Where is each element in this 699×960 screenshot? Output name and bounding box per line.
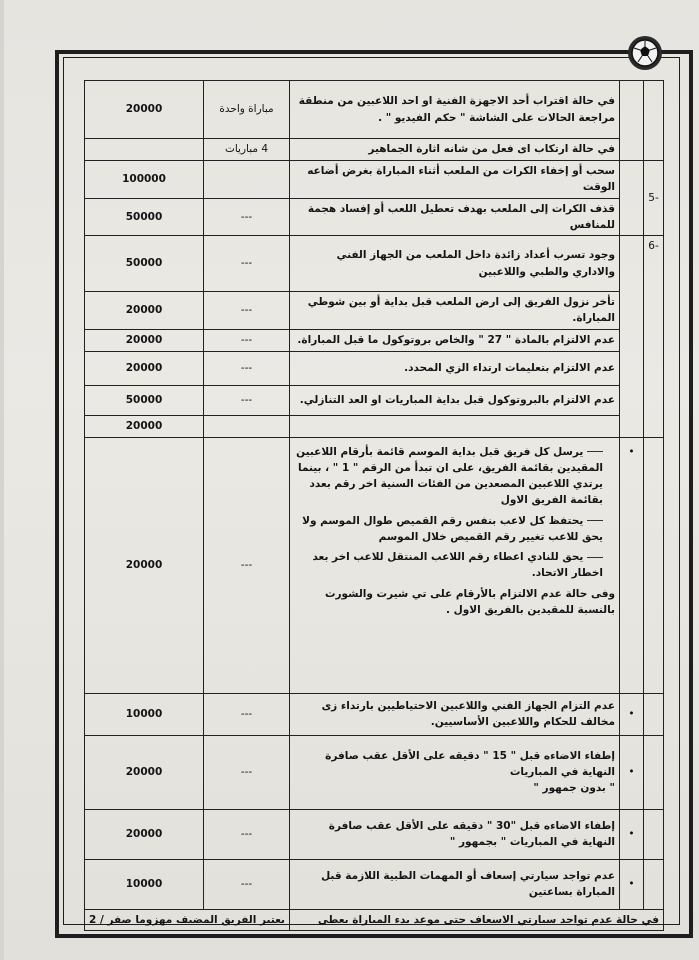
fine-amount: 20000: [85, 415, 204, 437]
table-row: [85, 139, 664, 161]
table-row: [85, 329, 664, 351]
suspension-matches: ---: [204, 292, 290, 330]
table-row: [85, 437, 664, 693]
table-row: [85, 735, 664, 809]
shirt-rule-item: يحق للنادي اعطاء رقم اللاعب المنتقل للاعب اخر بعد اخطار الاتحاد.: [312, 551, 603, 580]
suspension-matches: ---: [204, 809, 290, 859]
fine-amount: 20000: [85, 735, 204, 809]
violation-description: إطفاء الاضاءه قبل " 15 " دقيقه على الأقل عقب صافرة النهاية في المباريات " بدون جمهور ": [290, 735, 620, 809]
row-number: [644, 437, 664, 693]
row-number: [644, 859, 664, 909]
suspension-matches: ---: [204, 329, 290, 351]
suspension-matches: ---: [204, 859, 290, 909]
table-row: [85, 385, 664, 415]
fine-amount: 20000: [85, 809, 204, 859]
fine-amount: 20000: [85, 329, 204, 351]
violation-description: إطفاء الاضاءه قبل "30 " دقيقه على الأقل عقب صافرة النهاية في المباريات " بجمهور ": [290, 809, 620, 859]
suspension-matches: ---: [204, 385, 290, 415]
shirt-number-rules: [290, 437, 620, 693]
shirt-rule-item: يحتفظ كل لاعب بنفس رقم القميص طوال الموسم ولا يحق للاعب تغيير رقم القميص خلال الموسم: [302, 514, 603, 543]
shirt-rule-closing: وفى حالة عدم الالتزام بالأرقام على تي شيرت والشورت بالنسبة للمقيدين بالفريق الاول .: [324, 587, 615, 616]
suspension-matches: ---: [204, 437, 290, 693]
row-number: [644, 81, 664, 161]
table-row: [85, 81, 664, 139]
violation-description: عدم الالتزام بالبروتوكول قبل بداية المباريات او العد التنازلي.: [290, 385, 620, 415]
table-row: [85, 161, 664, 199]
fine-amount: 20000: [85, 437, 204, 693]
penalties-table: [84, 80, 664, 931]
fine-amount: 50000: [85, 385, 204, 415]
suspension-matches: [204, 161, 290, 199]
suspension-matches: [204, 415, 290, 437]
fine-amount: 100000: [85, 161, 204, 199]
suspension-matches: مباراة واحدة: [204, 81, 290, 139]
table-row: [85, 809, 664, 859]
violation-description: عدم الالتزام بالمادة " 27 " والخاص بروتوكول ما قبل المباراة.: [290, 329, 620, 351]
fine-amount: [85, 139, 204, 161]
federation-logo-icon: [628, 36, 662, 70]
row-number: -5: [644, 161, 664, 236]
table-row: [85, 859, 664, 909]
table-row: [85, 693, 664, 735]
row-bullet: •: [620, 735, 644, 809]
row-number: -6: [644, 236, 664, 438]
suspension-matches: ---: [204, 735, 290, 809]
row-number: [644, 693, 664, 735]
fine-amount: 10000: [85, 859, 204, 909]
table-row: [85, 292, 664, 330]
violation-description: وجود تسرب أعداد زائدة داخل الملعب من الجهاز الفني والاداري والطبي واللاعبين: [290, 236, 620, 292]
row-bullet: •: [620, 859, 644, 909]
footer-penalty: يعتبر الفريق المضيف مهزوما صفر / 2: [85, 909, 290, 930]
suspension-matches: ---: [204, 236, 290, 292]
fine-amount: 20000: [85, 81, 204, 139]
fine-amount: 20000: [85, 292, 204, 330]
violation-description: قذف الكرات إلى الملعب بهدف تعطيل اللعب أو إفساد هجمة للمنافس: [290, 198, 620, 236]
violation-description: سحب أو إخفاء الكرات من الملعب أثناء المباراة بغرض أضاعه الوقت: [290, 161, 620, 199]
row-bullet: [620, 236, 644, 438]
violation-description: في حالة اقتراب أحد الاجهزة الفنية او احد اللاعبين من منطقة مراجعة الحالات على الشاشة " حكم الفيديو " .: [290, 81, 620, 139]
table-row: [85, 351, 664, 385]
table-row: [85, 236, 664, 292]
violation-description: تأخر نزول الفريق إلى ارض الملعب قبل بداية أو بين شوطي المباراة.: [290, 292, 620, 330]
row-bullet: [620, 161, 644, 236]
table-row: [85, 198, 664, 236]
table-row: [85, 909, 664, 930]
row-number: [644, 735, 664, 809]
shirt-rule-item: يرسل كل فريق قبل بداية الموسم قائمة بأرقام اللاعبين المقيدين بقائمة الفريق، على ان تبدأ من الرقم " 1 " ، بينما يرتدي اللاعبين المصعدين من الفئات السنية اخر رقم بعدد بقائمة الفريق الاول: [296, 445, 603, 507]
row-bullet: •: [620, 693, 644, 735]
row-bullet: [620, 81, 644, 161]
row-number: [644, 809, 664, 859]
suspension-matches: 4 مباريات: [204, 139, 290, 161]
fine-amount: 10000: [85, 693, 204, 735]
suspension-matches: ---: [204, 198, 290, 236]
suspension-matches: ---: [204, 351, 290, 385]
row-bullet: •: [620, 809, 644, 859]
violation-description: في حالة ارتكاب اى فعل من شانه اثارة الجماهير: [290, 139, 620, 161]
violation-description: عدم تواجد سيارتي إسعاف أو المهمات الطبية اللازمة قبل المباراة بساعتين: [290, 859, 620, 909]
row-bullet: •: [620, 437, 644, 693]
table-row: [85, 415, 664, 437]
fine-amount: 20000: [85, 351, 204, 385]
suspension-matches: ---: [204, 693, 290, 735]
violation-description: [290, 415, 620, 437]
violation-description: عدم التزام الجهاز الفني واللاعبين الاحتياطيين بارتداء زى مخالف للحكام واللاعبين الأساسيين.: [290, 693, 620, 735]
footer-description: في حالة عدم تواجد سيارتي الاسعاف حتى موعد بدء المباراة يعطى: [290, 909, 664, 930]
fine-amount: 50000: [85, 236, 204, 292]
fine-amount: 50000: [85, 198, 204, 236]
violation-description: عدم الالتزام بتعليمات ارتداء الزي المحدد.: [290, 351, 620, 385]
